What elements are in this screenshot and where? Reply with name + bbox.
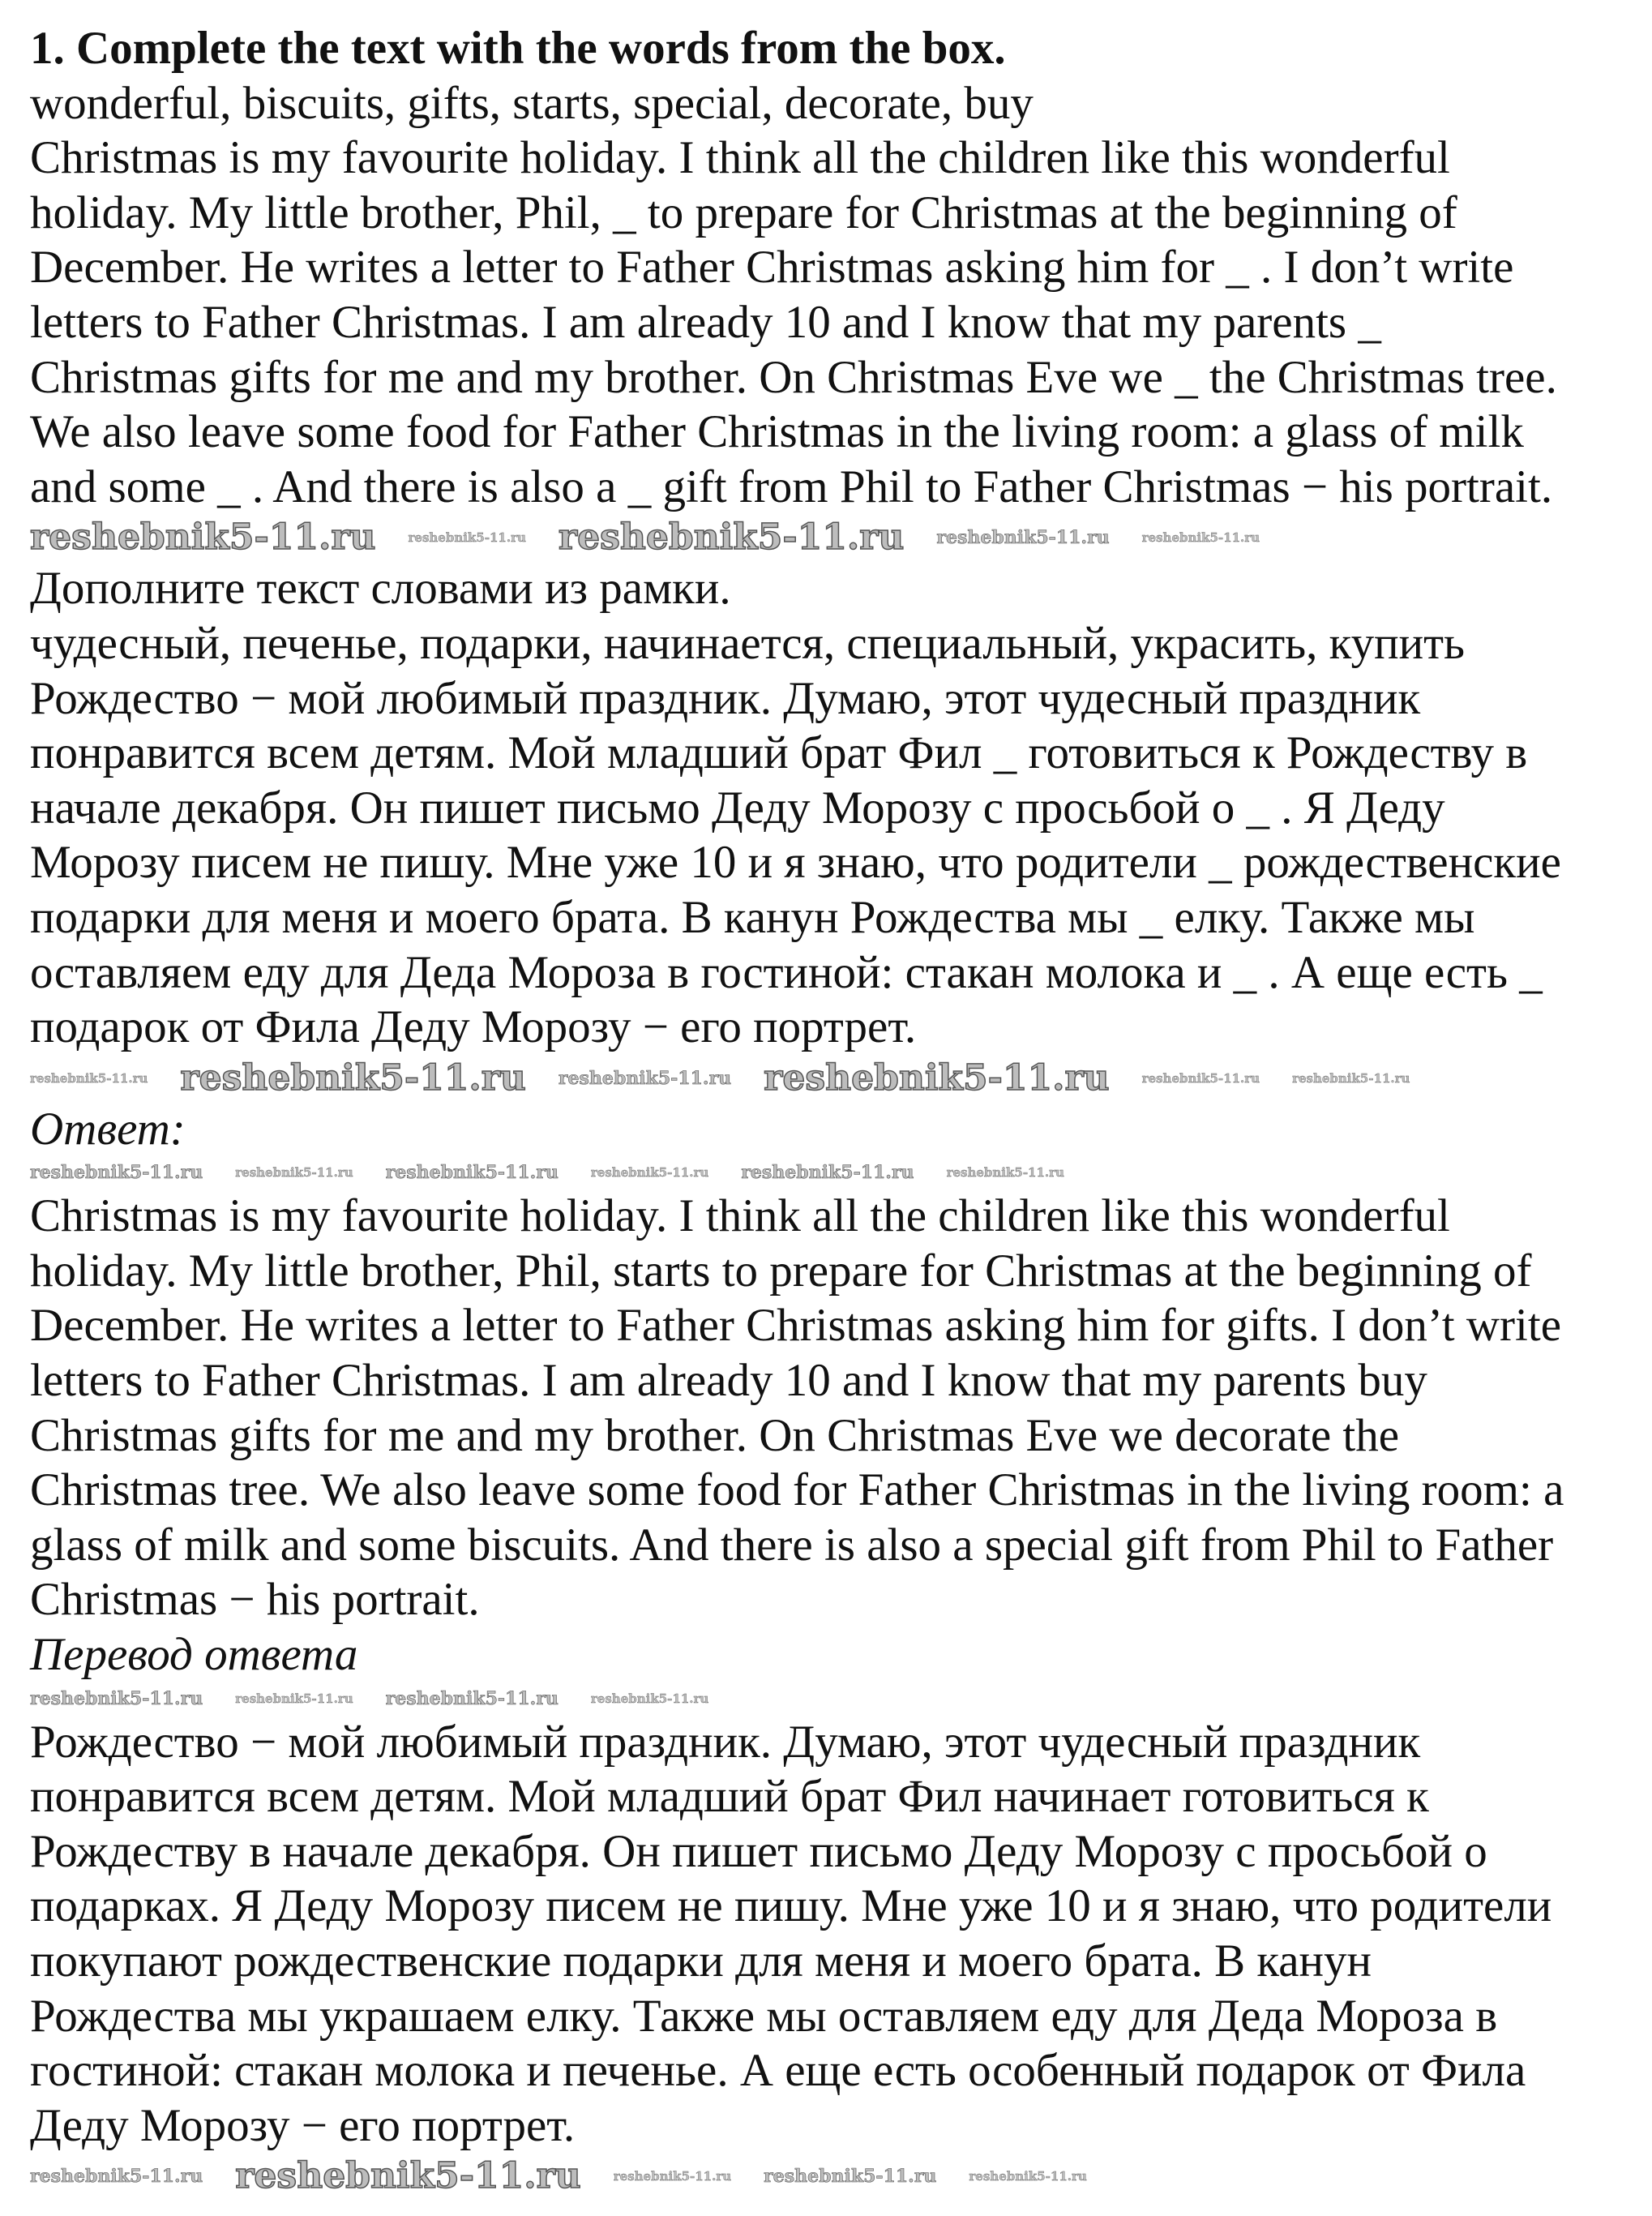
translation-task-section — [30, 561, 1636, 1054]
watermark-row — [30, 514, 1636, 561]
translation-task-text — [30, 671, 1636, 1055]
watermark: reshebnik5-11.ru — [590, 1691, 709, 1706]
watermark: reshebnik5-11.ru — [235, 2155, 581, 2197]
text-line: holiday. My little brother, Phil, starts to prepare for Christmas at the beginning of — [30, 1245, 1532, 1297]
text-line: Деду Морозу − его портрет. — [30, 2099, 576, 2151]
watermark: reshebnik5-11.ru — [946, 1165, 1064, 1181]
watermark: reshebnik5-11.ru — [30, 1162, 203, 1184]
watermark-row — [30, 1156, 1636, 1189]
answer-text — [30, 1189, 1636, 1627]
text-line: Рождеству в начале декабря. Он пишет письмо Деду Морозу с просьбой о — [30, 1825, 1487, 1877]
watermark: reshebnik5-11.ru — [1141, 1070, 1260, 1086]
watermark-row — [30, 2153, 1636, 2200]
text-line: гостиной: стакан молока и печенье. А еще есть особенный подарок от Фила — [30, 2045, 1526, 2097]
watermark: reshebnik5-11.ru — [385, 1162, 559, 1184]
watermark: reshebnik5-11.ru — [613, 2169, 732, 2184]
watermark: reshebnik5-11.ru — [741, 1162, 914, 1184]
text-line: Christmas is my favourite holiday. I think all the children like this wonderful — [30, 1190, 1450, 1242]
answer-translation-label: Перевод ответа — [30, 1629, 358, 1681]
watermark-row — [30, 1682, 1636, 1715]
watermark: reshebnik5-11.ru — [408, 530, 526, 546]
text-line: December. He writes a letter to Father Christmas asking him for _ . I don’t write — [30, 242, 1514, 294]
watermark: reshebnik5-11.ru — [764, 1057, 1110, 1099]
watermark: reshebnik5-11.ru — [558, 516, 905, 559]
watermark: reshebnik5-11.ru — [764, 2166, 937, 2188]
text-line: начале декабря. Он пишет письмо Деду Морозу с просьбой о _ . Я Деду — [30, 782, 1445, 834]
watermark: reshebnik5-11.ru — [235, 1165, 353, 1181]
text-line: letters to Father Christmas. I am already 10 and I know that my parents _ — [30, 296, 1381, 348]
watermark: reshebnik5-11.ru — [180, 1057, 526, 1099]
answer-label: Ответ: — [30, 1103, 186, 1155]
watermark: reshebnik5-11.ru — [30, 2166, 203, 2188]
text-line: Морозу писем не пишу. Мне уже 10 и я знаю, что родители _ рождественские — [30, 837, 1561, 889]
text-line: Christmas is my favourite holiday. I think all the children like this wonderful — [30, 132, 1450, 184]
text-line: Рождество − мой любимый праздник. Думаю, этот чудесный праздник — [30, 1716, 1421, 1768]
answer-translation-text — [30, 1715, 1636, 2154]
translation-word-box: чудесный, печенье, подарки, начинается, специальный, украсить, купить — [30, 617, 1465, 669]
text-line: Christmas gifts for me and my brother. On Christmas Eve we decorate the — [30, 1409, 1400, 1461]
text-line: Рождество − мой любимый праздник. Думаю, этот чудесный праздник — [30, 672, 1421, 724]
text-line: подарок от Фила Деду Морозу − его портрет. — [30, 1001, 917, 1053]
text-line: glass of milk and some biscuits. And there is also a special gift from Phil to Father — [30, 1519, 1554, 1571]
watermark: reshebnik5-11.ru — [1292, 1070, 1410, 1086]
task-section — [30, 21, 1636, 514]
task-text — [30, 131, 1636, 514]
watermark: reshebnik5-11.ru — [936, 527, 1110, 549]
word-box: wonderful, biscuits, gifts, starts, special, decorate, buy — [30, 77, 1034, 129]
watermark: reshebnik5-11.ru — [30, 1070, 148, 1086]
text-line: We also leave some food for Father Christmas in the living room: a glass of milk — [30, 406, 1524, 458]
watermark: reshebnik5-11.ru — [385, 1687, 559, 1709]
text-line: понравится всем детям. Мой младший брат Фил начинает готовиться к — [30, 1771, 1429, 1823]
watermark: reshebnik5-11.ru — [30, 1687, 203, 1709]
text-line: оставляем еду для Деда Мороза в гостиной: стакан молока и _ . А еще есть _ — [30, 946, 1543, 998]
text-line: Christmas gifts for me and my brother. On Christmas Eve we _ the Christmas tree. — [30, 351, 1557, 403]
watermark-row — [30, 1055, 1636, 1102]
text-line: December. He writes a letter to Father Christmas asking him for gifts. I don’t write — [30, 1300, 1561, 1352]
text-line: letters to Father Christmas. I am already 10 and I know that my parents buy — [30, 1355, 1427, 1407]
answer-section — [30, 1102, 1636, 1627]
text-line: подарки для меня и моего брата. В канун Рождества мы _ елку. Также мы — [30, 891, 1475, 943]
text-line: подарках. Я Деду Морозу писем не пишу. Мне уже 10 и я знаю, что родители — [30, 1880, 1552, 1932]
watermark: reshebnik5-11.ru — [235, 1691, 353, 1706]
text-line: покупают рождественские подарки для меня и моего брата. В канун — [30, 1935, 1372, 1987]
text-line: Christmas − his portrait. — [30, 1574, 480, 1626]
text-line: Christmas tree. We also leave some food for Father Christmas in the living room: a — [30, 1464, 1564, 1516]
text-line: and some _ . And there is also a _ gift from Phil to Father Christmas − his portrait. — [30, 461, 1553, 512]
watermark: reshebnik5-11.ru — [30, 516, 376, 559]
text-line: Рождества мы украшаем елку. Также мы оставляем еду для Деда Мороза в — [30, 1990, 1498, 2042]
answer-translation-section — [30, 1627, 1636, 2153]
text-line: holiday. My little brother, Phil, _ to prepare for Christmas at the beginning of — [30, 186, 1457, 238]
text-line: понравится всем детям. Мой младший брат Фил _ готовиться к Рождеству в — [30, 727, 1528, 779]
watermark: reshebnik5-11.ru — [1141, 530, 1260, 546]
translation-task-title: Дополните текст словами из рамки. — [30, 563, 731, 615]
watermark: reshebnik5-11.ru — [558, 1067, 732, 1089]
watermark: reshebnik5-11.ru — [590, 1165, 709, 1181]
watermark: reshebnik5-11.ru — [969, 2169, 1087, 2184]
task-title: 1. Complete the text with the words from the box. — [30, 23, 1006, 74]
